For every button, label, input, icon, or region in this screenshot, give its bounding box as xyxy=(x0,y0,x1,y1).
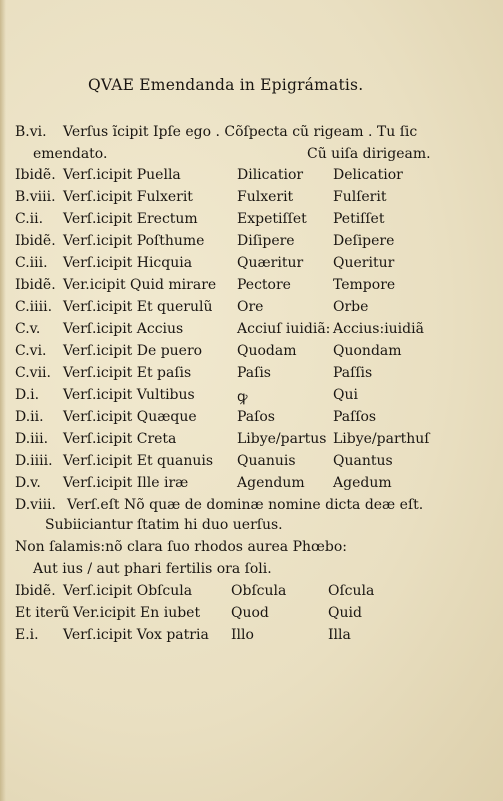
correct-reading: Deſipere xyxy=(333,233,395,249)
line-reference: C.ii. xyxy=(15,211,44,227)
correct-reading: Queritur xyxy=(333,255,395,271)
line-reference: Ibidẽ. xyxy=(15,167,56,183)
verse-incipit: Verſ.icipit Ille iræ xyxy=(63,475,189,491)
correct-reading: Libye/parthuſ xyxy=(333,431,430,447)
verse-incipit: Verſ.icipit Quæque xyxy=(63,409,197,425)
line-reference: B.viii. xyxy=(15,189,56,205)
line-reference: C.v. xyxy=(15,321,41,337)
errata-line xyxy=(15,211,495,231)
erroneous-reading: Agendum xyxy=(237,475,305,491)
correct-reading: Fulſerit xyxy=(333,189,387,205)
verse-incipit: Verſ.icipit Et paſis xyxy=(63,365,192,381)
correct-reading: Petiſſet xyxy=(333,211,385,227)
erroneous-reading: Quodam xyxy=(237,343,297,359)
line-reference: B.vi. xyxy=(15,124,47,140)
correct-reading: Paſſis xyxy=(333,365,373,381)
correct-reading: Oſcula xyxy=(328,583,375,599)
errata-line xyxy=(15,343,495,363)
line-reference: C.iii. xyxy=(15,255,48,271)
correct-reading: Illa xyxy=(328,627,351,643)
verse-line xyxy=(15,539,495,559)
line-reference: C.vii. xyxy=(15,365,51,381)
correct-reading: Orbe xyxy=(333,299,369,315)
erroneous-reading: Ore xyxy=(237,299,264,315)
errata-line xyxy=(15,431,495,451)
erroneous-reading: Paſis xyxy=(237,365,271,381)
correct-reading: Quantus xyxy=(333,453,393,469)
verse-incipit: Verſ.icipit Et querulũ xyxy=(63,299,213,315)
correct-reading: Agedum xyxy=(333,475,392,491)
errata-line xyxy=(15,124,495,144)
line-reference: Ibidẽ. xyxy=(15,233,56,249)
verse-incipit: Verſ.icipit Obſcula xyxy=(63,583,193,599)
line-reference: D.v. xyxy=(15,475,41,491)
erroneous-reading: Quanuis xyxy=(237,453,296,469)
errata-line xyxy=(15,605,495,625)
line-text: Subiiciantur ſtatim hi duo uerſus. xyxy=(45,517,283,533)
verse-line xyxy=(15,561,495,581)
verse-incipit: Ver.icipit En iubet xyxy=(73,605,201,621)
errata-line xyxy=(15,387,495,407)
verse-incipit: Verſ.icipit Poſthume xyxy=(63,233,205,249)
erroneous-reading: Quæritur xyxy=(237,255,304,271)
errata-line xyxy=(15,453,495,473)
erroneous-reading: Illo xyxy=(231,627,254,643)
errata-line xyxy=(15,517,495,537)
correct-reading: Paſſos xyxy=(333,409,377,425)
line-text: Non ſalamis:nõ clara ſuo rhodos aurea Phœbo: xyxy=(15,539,347,555)
line-text: Verſ.eſt Nõ quæ de dominæ nomine dicta deæ eſt. xyxy=(67,497,424,513)
correct-reading: Quid xyxy=(328,605,362,621)
line-reference: Ibidẽ. xyxy=(15,277,56,293)
correct-reading: Qui xyxy=(333,387,358,403)
correct-reading: Delicatior xyxy=(333,167,403,183)
correct-reading: Tempore xyxy=(333,277,396,293)
verse-incipit: Ver.icipit Quid mirare xyxy=(63,277,217,293)
verse-incipit: Verſ.icipit Creta xyxy=(63,431,177,447)
line-reference: D.viii. xyxy=(15,497,56,513)
erroneous-reading: Obſcula xyxy=(231,583,287,599)
errata-line xyxy=(15,189,495,209)
errata-line xyxy=(15,365,495,385)
line-reference: Et iterũ xyxy=(15,605,70,621)
errata-line xyxy=(15,627,495,647)
erroneous-reading: Diſipere xyxy=(237,233,295,249)
erroneous-reading: Fulxerit xyxy=(237,189,294,205)
erroneous-reading: Paſos xyxy=(237,409,275,425)
errata-line xyxy=(15,475,495,495)
line-text: Verſus ĩcipit Ipſe ego . Cõſpecta cũ rigeam . Tu ſic xyxy=(63,124,418,140)
line-text: Aut ius / aut phari fertilis ora ſoli. xyxy=(33,561,272,577)
errata-line xyxy=(15,497,495,517)
line-reference: Ibidẽ. xyxy=(15,583,56,599)
line-reference: D.iii. xyxy=(15,431,49,447)
line-reference: D.ii. xyxy=(15,409,44,425)
line-text: emendato. xyxy=(33,146,108,162)
errata-line xyxy=(15,167,495,187)
verse-incipit: Verſ.icipit Vultibus xyxy=(63,387,195,403)
erroneous-reading: Dilicatior xyxy=(237,167,304,183)
verse-incipit: Verſ.icipit Puella xyxy=(63,167,181,183)
errata-line xyxy=(15,277,495,297)
line-reference: C.iiii. xyxy=(15,299,53,315)
verse-incipit: Verſ.icipit Vox patria xyxy=(63,627,209,643)
errata-line xyxy=(15,321,495,341)
page-title: QVAE Emendanda in Epigrámatis. xyxy=(88,76,364,94)
erroneous-reading: ꝙ xyxy=(237,389,248,405)
erroneous-reading: Pectore xyxy=(237,277,291,293)
line-reference: D.iiii. xyxy=(15,453,53,469)
errata-line xyxy=(15,146,495,166)
erroneous-reading: Acciuſ iuidiã: xyxy=(237,321,331,337)
correction-reading: Cũ uiſa dirigeam. xyxy=(307,146,431,162)
verse-incipit: Verſ.icipit De puero xyxy=(63,343,203,359)
page-edge-shadow xyxy=(0,0,6,801)
line-reference: D.i. xyxy=(15,387,40,403)
errata-line xyxy=(15,583,495,603)
line-reference: C.vi. xyxy=(15,343,47,359)
verse-incipit: Verſ.icipit Et quanuis xyxy=(63,453,214,469)
errata-line xyxy=(15,255,495,275)
correct-reading: Accius:iuidiã xyxy=(333,321,424,337)
verse-incipit: Verſ.icipit Hicquia xyxy=(63,255,193,271)
erroneous-reading: Libye/partus xyxy=(237,431,327,447)
correct-reading: Quondam xyxy=(333,343,402,359)
errata-line xyxy=(15,299,495,319)
errata-line xyxy=(15,233,495,253)
verse-incipit: Verſ.icipit Erectum xyxy=(63,211,198,227)
erroneous-reading: Expetiſſet xyxy=(237,211,307,227)
verse-incipit: Verſ.icipit Accius xyxy=(63,321,184,337)
errata-line xyxy=(15,409,495,429)
verse-incipit: Verſ.icipit Fulxerit xyxy=(63,189,193,205)
erroneous-reading: Quod xyxy=(231,605,269,621)
line-reference: E.i. xyxy=(15,627,39,643)
